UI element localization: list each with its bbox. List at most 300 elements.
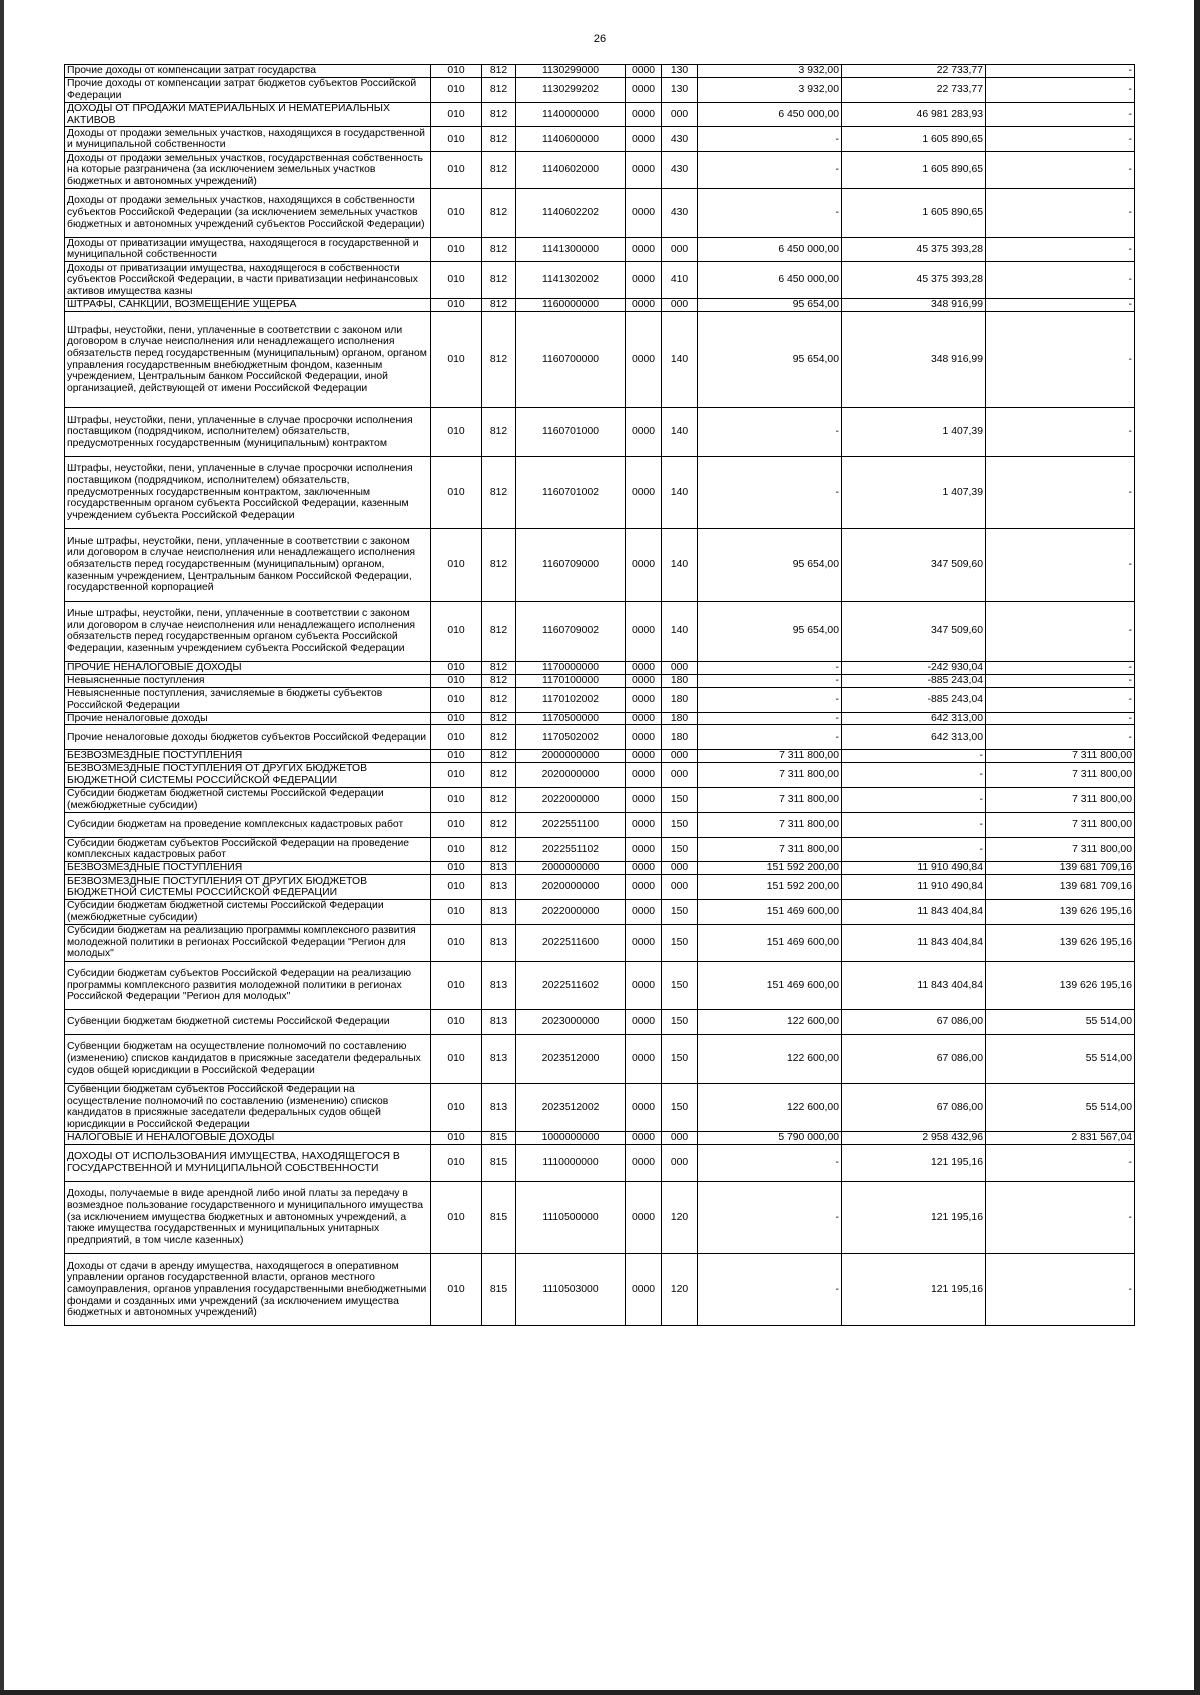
row-code-3: 0000 [626,725,662,750]
table-row [65,456,1135,528]
row-remaining: - [986,529,1135,601]
row-name: Субвенции бюджетам субъектов Российской Федерации на осуществление полномочий по составлению (изменению) списков кандидатов в присяжные заседатели федеральных судов общей юрисдикции в Российской Федерации [65,1083,431,1132]
row-remaining: - [986,725,1135,750]
row-remaining: - [986,152,1135,189]
row-plan: 122 600,00 [698,1083,842,1132]
row-code-1: 010 [431,763,482,788]
row-code-4: 180 [662,712,698,725]
row-code-3: 0000 [626,1034,662,1083]
row-executed: - [842,750,986,763]
row-code-3: 0000 [626,1010,662,1035]
row-code-4: 150 [662,961,698,1010]
row-kbk: 2000000000 [516,862,626,875]
row-executed: 45 375 393,28 [842,262,986,299]
row-remaining: 7 311 800,00 [986,763,1135,788]
row-remaining: - [986,1254,1135,1326]
row-code-2: 812 [482,662,516,675]
row-name: Прочие неналоговые доходы бюджетов субъектов Российской Федерации [65,725,431,750]
row-executed: 11 843 404,84 [842,900,986,925]
row-code-2: 812 [482,408,516,457]
row-executed: 121 195,16 [842,1144,986,1181]
row-code-2: 812 [482,456,516,528]
row-code-3: 0000 [626,188,662,237]
table-row [65,725,1135,750]
row-code-3: 0000 [626,77,662,102]
row-plan: - [698,1181,842,1253]
row-code-3: 0000 [626,961,662,1010]
table-row [65,299,1135,312]
row-executed: -242 930,04 [842,662,986,675]
row-code-3: 0000 [626,712,662,725]
row-code-1: 010 [431,924,482,961]
row-kbk: 2020000000 [516,763,626,788]
row-code-4: 150 [662,812,698,837]
row-code-4: 000 [662,875,698,900]
row-code-3: 0000 [626,763,662,788]
row-name: БЕЗВОЗМЕЗДНЫЕ ПОСТУПЛЕНИЯ [65,862,431,875]
row-code-4: 140 [662,311,698,407]
row-plan: 95 654,00 [698,311,842,407]
row-kbk: 1130299202 [516,77,626,102]
row-name: БЕЗВОЗМЕЗДНЫЕ ПОСТУПЛЕНИЯ [65,750,431,763]
row-code-2: 813 [482,961,516,1010]
row-code-2: 815 [482,1181,516,1253]
row-kbk: 1140600000 [516,127,626,152]
row-plan: - [698,662,842,675]
table-row [65,900,1135,925]
row-kbk: 1160709000 [516,529,626,601]
row-plan: 5 790 000,00 [698,1132,842,1145]
row-code-2: 815 [482,1144,516,1181]
row-executed: - [842,763,986,788]
row-remaining: 7 311 800,00 [986,837,1135,862]
row-name: ШТРАФЫ, САНКЦИИ, ВОЗМЕЩЕНИЕ УЩЕРБА [65,299,431,312]
row-code-4: 000 [662,662,698,675]
row-name: Иные штрафы, неустойки, пени, уплаченные в соответствии с законом или договором в случае неисполнения или ненадлежащего исполнения обязательств перед государственным органом субъекта Российской Федерации, казенным учреждением субъекта Российской Федерации [65,601,431,662]
row-code-3: 0000 [626,601,662,662]
row-executed: 1 605 890,65 [842,188,986,237]
row-code-4: 150 [662,1034,698,1083]
row-code-1: 010 [431,1144,482,1181]
row-plan: 6 450 000,00 [698,102,842,127]
row-code-3: 0000 [626,812,662,837]
row-code-1: 010 [431,152,482,189]
row-code-3: 0000 [626,1144,662,1181]
row-kbk: 1160700000 [516,311,626,407]
row-code-1: 010 [431,1181,482,1253]
row-code-2: 812 [482,601,516,662]
row-executed: 1 407,39 [842,456,986,528]
row-code-4: 430 [662,188,698,237]
table-row [65,1144,1135,1181]
row-remaining: 139 626 195,16 [986,924,1135,961]
row-kbk: 1140602202 [516,188,626,237]
row-remaining: - [986,127,1135,152]
row-kbk: 1170102002 [516,687,626,712]
row-code-1: 010 [431,237,482,262]
row-plan: - [698,687,842,712]
row-code-3: 0000 [626,900,662,925]
table-row [65,77,1135,102]
row-name: Субвенции бюджетам бюджетной системы Российской Федерации [65,1010,431,1035]
table-row [65,127,1135,152]
row-code-3: 0000 [626,674,662,687]
row-plan: 151 469 600,00 [698,924,842,961]
table-row [65,812,1135,837]
row-code-2: 812 [482,787,516,812]
row-executed: 45 375 393,28 [842,237,986,262]
table-row [65,1254,1135,1326]
row-name: Субсидии бюджетам бюджетной системы Российской Федерации (межбюджетные субсидии) [65,900,431,925]
row-code-1: 010 [431,1132,482,1145]
row-name: Доходы от приватизации имущества, находящегося в собственности субъектов Российской Федерации, в части приватизации нефинансовых активов имущества казны [65,262,431,299]
row-code-2: 813 [482,1083,516,1132]
row-code-4: 000 [662,237,698,262]
row-code-3: 0000 [626,456,662,528]
row-name: Иные штрафы, неустойки, пени, уплаченные в соответствии с законом или договором в случае неисполнения или ненадлежащего исполнения обязательств перед государственным (муниципальным) органом, казенным учреждением, Центральным банком Российской Федерации, государственной корпорацией [65,529,431,601]
row-executed: 642 313,00 [842,725,986,750]
table-row [65,1132,1135,1145]
row-kbk: 2022551102 [516,837,626,862]
row-kbk: 1160709002 [516,601,626,662]
row-executed: - [842,787,986,812]
row-code-1: 010 [431,875,482,900]
row-name: Субвенции бюджетам на осуществление полномочий по составлению (изменению) списков кандидатов в присяжные заседатели федеральных судов общей юрисдикции в Российской Федерации [65,1034,431,1083]
row-kbk: 2022551100 [516,812,626,837]
row-remaining: 139 626 195,16 [986,900,1135,925]
row-remaining: - [986,1144,1135,1181]
revenue-table [64,64,1135,1326]
row-code-1: 010 [431,662,482,675]
row-code-1: 010 [431,601,482,662]
row-code-2: 815 [482,1132,516,1145]
table-row [65,837,1135,862]
row-code-2: 812 [482,152,516,189]
row-code-1: 010 [431,1083,482,1132]
row-code-4: 000 [662,299,698,312]
row-code-2: 812 [482,127,516,152]
table-row [65,237,1135,262]
row-executed: 22 733,77 [842,65,986,78]
row-kbk: 1170500000 [516,712,626,725]
row-code-4: 000 [662,1132,698,1145]
table-row [65,1181,1135,1253]
row-remaining: - [986,188,1135,237]
row-code-2: 812 [482,299,516,312]
row-code-1: 010 [431,712,482,725]
row-plan: 3 932,00 [698,77,842,102]
row-code-4: 180 [662,674,698,687]
row-code-2: 812 [482,763,516,788]
row-code-4: 000 [662,1144,698,1181]
row-kbk: 1170502002 [516,725,626,750]
row-remaining: - [986,237,1135,262]
row-code-3: 0000 [626,1083,662,1132]
row-code-2: 812 [482,725,516,750]
row-remaining: - [986,262,1135,299]
row-code-2: 812 [482,188,516,237]
row-code-1: 010 [431,812,482,837]
row-code-1: 010 [431,408,482,457]
row-remaining: - [986,662,1135,675]
row-code-2: 813 [482,900,516,925]
row-kbk: 2022000000 [516,787,626,812]
row-name: Доходы от сдачи в аренду имущества, находящегося в оперативном управлении органов государственной власти, органов местного самоуправления, органов управления государственными внебюджетными фондами и созданных ими учреждений (за исключением имущества бюджетных и автономных учреждений) [65,1254,431,1326]
row-kbk: 1140000000 [516,102,626,127]
table-row [65,875,1135,900]
scan-edge-right [1194,0,1200,1695]
row-code-4: 410 [662,262,698,299]
row-code-3: 0000 [626,750,662,763]
row-executed: 1 407,39 [842,408,986,457]
row-plan: 3 932,00 [698,65,842,78]
row-code-4: 000 [662,763,698,788]
row-plan: 95 654,00 [698,529,842,601]
row-code-2: 815 [482,1254,516,1326]
page-number: 26 [593,33,607,45]
row-code-4: 180 [662,687,698,712]
row-executed: - [842,812,986,837]
row-code-3: 0000 [626,408,662,457]
row-code-1: 010 [431,127,482,152]
row-code-2: 812 [482,237,516,262]
row-plan: 95 654,00 [698,601,842,662]
row-executed: - [842,837,986,862]
table-row [65,65,1135,78]
row-code-4: 140 [662,529,698,601]
row-code-4: 120 [662,1181,698,1253]
row-plan: 151 592 200,00 [698,875,842,900]
row-remaining: - [986,299,1135,312]
row-code-4: 430 [662,127,698,152]
row-plan: 6 450 000,00 [698,237,842,262]
row-plan: - [698,188,842,237]
row-code-1: 010 [431,1034,482,1083]
row-kbk: 1170100000 [516,674,626,687]
row-name: Штрафы, неустойки, пени, уплаченные в случае просрочки исполнения поставщиком (подрядчиком, исполнителем) обязательств, предусмотренных государственным (муниципальным) контрактом [65,408,431,457]
row-code-3: 0000 [626,1132,662,1145]
row-code-2: 812 [482,311,516,407]
row-executed: 11 910 490,84 [842,875,986,900]
row-executed: 121 195,16 [842,1181,986,1253]
row-name: Доходы от продажи земельных участков, находящихся в государственной и муниципальной собственности [65,127,431,152]
row-code-1: 010 [431,750,482,763]
row-kbk: 1110503000 [516,1254,626,1326]
row-code-4: 150 [662,1083,698,1132]
row-code-1: 010 [431,102,482,127]
row-executed: 2 958 432,96 [842,1132,986,1145]
row-kbk: 2022511600 [516,924,626,961]
row-plan: 7 311 800,00 [698,812,842,837]
row-remaining: 55 514,00 [986,1010,1135,1035]
row-executed: 11 843 404,84 [842,924,986,961]
row-code-1: 010 [431,725,482,750]
row-plan: - [698,152,842,189]
row-name: БЕЗВОЗМЕЗДНЫЕ ПОСТУПЛЕНИЯ ОТ ДРУГИХ БЮДЖЕТОВ БЮДЖЕТНОЙ СИСТЕМЫ РОССИЙСКОЙ ФЕДЕРАЦИИ [65,763,431,788]
row-code-1: 010 [431,961,482,1010]
table-row [65,712,1135,725]
row-code-1: 010 [431,1010,482,1035]
row-code-3: 0000 [626,311,662,407]
row-remaining: 7 311 800,00 [986,750,1135,763]
row-code-1: 010 [431,65,482,78]
row-plan: 122 600,00 [698,1034,842,1083]
row-remaining: 139 681 709,16 [986,875,1135,900]
row-code-3: 0000 [626,924,662,961]
row-executed: 11 843 404,84 [842,961,986,1010]
row-name: Прочие неналоговые доходы [65,712,431,725]
row-code-3: 0000 [626,299,662,312]
row-plan: 7 311 800,00 [698,750,842,763]
table-row [65,763,1135,788]
row-code-4: 150 [662,837,698,862]
row-code-1: 010 [431,299,482,312]
row-kbk: 1160701000 [516,408,626,457]
row-plan: 6 450 000,00 [698,262,842,299]
row-code-3: 0000 [626,152,662,189]
row-kbk: 1160000000 [516,299,626,312]
row-name: НАЛОГОВЫЕ И НЕНАЛОГОВЫЕ ДОХОДЫ [65,1132,431,1145]
row-code-3: 0000 [626,127,662,152]
row-code-4: 150 [662,1010,698,1035]
table-row [65,1010,1135,1035]
row-code-2: 813 [482,1010,516,1035]
row-name: БЕЗВОЗМЕЗДНЫЕ ПОСТУПЛЕНИЯ ОТ ДРУГИХ БЮДЖЕТОВ БЮДЖЕТНОЙ СИСТЕМЫ РОССИЙСКОЙ ФЕДЕРАЦИИ [65,875,431,900]
row-code-2: 812 [482,77,516,102]
row-code-3: 0000 [626,1181,662,1253]
row-code-1: 010 [431,862,482,875]
row-remaining: - [986,65,1135,78]
row-code-4: 150 [662,924,698,961]
row-name: Штрафы, неустойки, пени, уплаченные в случае просрочки исполнения поставщиком (подрядчиком, исполнителем) обязательств, предусмотренных государственным контрактом, заключенным государственным органом субъекта Российской Федерации, казенным учреждением субъекта Российской Федерации [65,456,431,528]
row-code-4: 140 [662,601,698,662]
row-name: Прочие доходы от компенсации затрат бюджетов субъектов Российской Федерации [65,77,431,102]
row-plan: 151 469 600,00 [698,961,842,1010]
table-row [65,862,1135,875]
row-code-1: 010 [431,77,482,102]
row-plan: 95 654,00 [698,299,842,312]
table-row [65,961,1135,1010]
row-code-1: 010 [431,900,482,925]
row-code-2: 812 [482,102,516,127]
row-plan: 122 600,00 [698,1010,842,1035]
row-code-4: 000 [662,102,698,127]
row-code-4: 180 [662,725,698,750]
table-row [65,787,1135,812]
row-code-3: 0000 [626,65,662,78]
row-executed: 347 509,60 [842,601,986,662]
row-remaining: - [986,1181,1135,1253]
row-code-4: 140 [662,408,698,457]
row-kbk: 2022000000 [516,900,626,925]
row-kbk: 1170000000 [516,662,626,675]
row-executed: 46 981 283,93 [842,102,986,127]
row-code-4: 430 [662,152,698,189]
row-name: Невыясненные поступления, зачисляемые в бюджеты субъектов Российской Федерации [65,687,431,712]
row-code-2: 813 [482,924,516,961]
row-kbk: 1140602000 [516,152,626,189]
row-code-3: 0000 [626,1254,662,1326]
row-code-2: 813 [482,875,516,900]
row-code-3: 0000 [626,787,662,812]
row-kbk: 2023512000 [516,1034,626,1083]
row-executed: -885 243,04 [842,674,986,687]
table-row [65,687,1135,712]
row-name: Доходы от приватизации имущества, находящегося в государственной и муниципальной собственности [65,237,431,262]
row-remaining: - [986,687,1135,712]
table-row [65,662,1135,675]
row-kbk: 2020000000 [516,875,626,900]
table-row [65,152,1135,189]
row-name: Доходы, получаемые в виде арендной либо иной платы за передачу в возмездное пользование государственного и муниципального имущества (за исключением имущества бюджетных и автономных учреждений, а также имущества государственных и муниципальных унитарных предприятий, в том числе казенных) [65,1181,431,1253]
table-body [65,65,1135,1326]
row-code-1: 010 [431,311,482,407]
row-code-1: 010 [431,837,482,862]
table-row [65,674,1135,687]
row-name: ПРОЧИЕ НЕНАЛОГОВЫЕ ДОХОДЫ [65,662,431,675]
row-code-3: 0000 [626,862,662,875]
row-code-2: 812 [482,837,516,862]
row-remaining: - [986,456,1135,528]
row-remaining: 139 681 709,16 [986,862,1135,875]
row-kbk: 1000000000 [516,1132,626,1145]
row-code-4: 120 [662,1254,698,1326]
row-executed: 11 910 490,84 [842,862,986,875]
table-row [65,1034,1135,1083]
table-row [65,311,1135,407]
row-executed: 22 733,77 [842,77,986,102]
row-plan: 7 311 800,00 [698,837,842,862]
row-plan: - [698,1254,842,1326]
table-row [65,262,1135,299]
row-code-4: 130 [662,77,698,102]
row-code-3: 0000 [626,687,662,712]
row-code-3: 0000 [626,262,662,299]
row-remaining: - [986,408,1135,457]
row-remaining: - [986,601,1135,662]
row-code-1: 010 [431,529,482,601]
row-kbk: 1141302002 [516,262,626,299]
table-row [65,102,1135,127]
row-code-1: 010 [431,1254,482,1326]
row-code-3: 0000 [626,662,662,675]
table-row [65,1083,1135,1132]
row-code-4: 150 [662,900,698,925]
row-code-1: 010 [431,674,482,687]
row-remaining: - [986,712,1135,725]
row-name: Прочие доходы от компенсации затрат государства [65,65,431,78]
row-code-4: 150 [662,787,698,812]
row-executed: 348 916,99 [842,299,986,312]
row-remaining: 55 514,00 [986,1083,1135,1132]
row-name: Доходы от продажи земельных участков, государственная собственность на которые разграничена (за исключением земельных участков бюджетных и автономных учреждений) [65,152,431,189]
row-code-2: 812 [482,750,516,763]
row-name: Субсидии бюджетам на реализацию программы комплексного развития молодежной политики в регионах Российской Федерации "Регион для молодых" [65,924,431,961]
row-name: Невыясненные поступления [65,674,431,687]
row-remaining: - [986,77,1135,102]
row-remaining: - [986,311,1135,407]
row-plan: 151 592 200,00 [698,862,842,875]
row-executed: -885 243,04 [842,687,986,712]
row-executed: 121 195,16 [842,1254,986,1326]
row-code-4: 000 [662,750,698,763]
table-row [65,924,1135,961]
row-kbk: 1110000000 [516,1144,626,1181]
row-code-1: 010 [431,188,482,237]
row-remaining: - [986,102,1135,127]
row-executed: 67 086,00 [842,1083,986,1132]
table-row [65,188,1135,237]
